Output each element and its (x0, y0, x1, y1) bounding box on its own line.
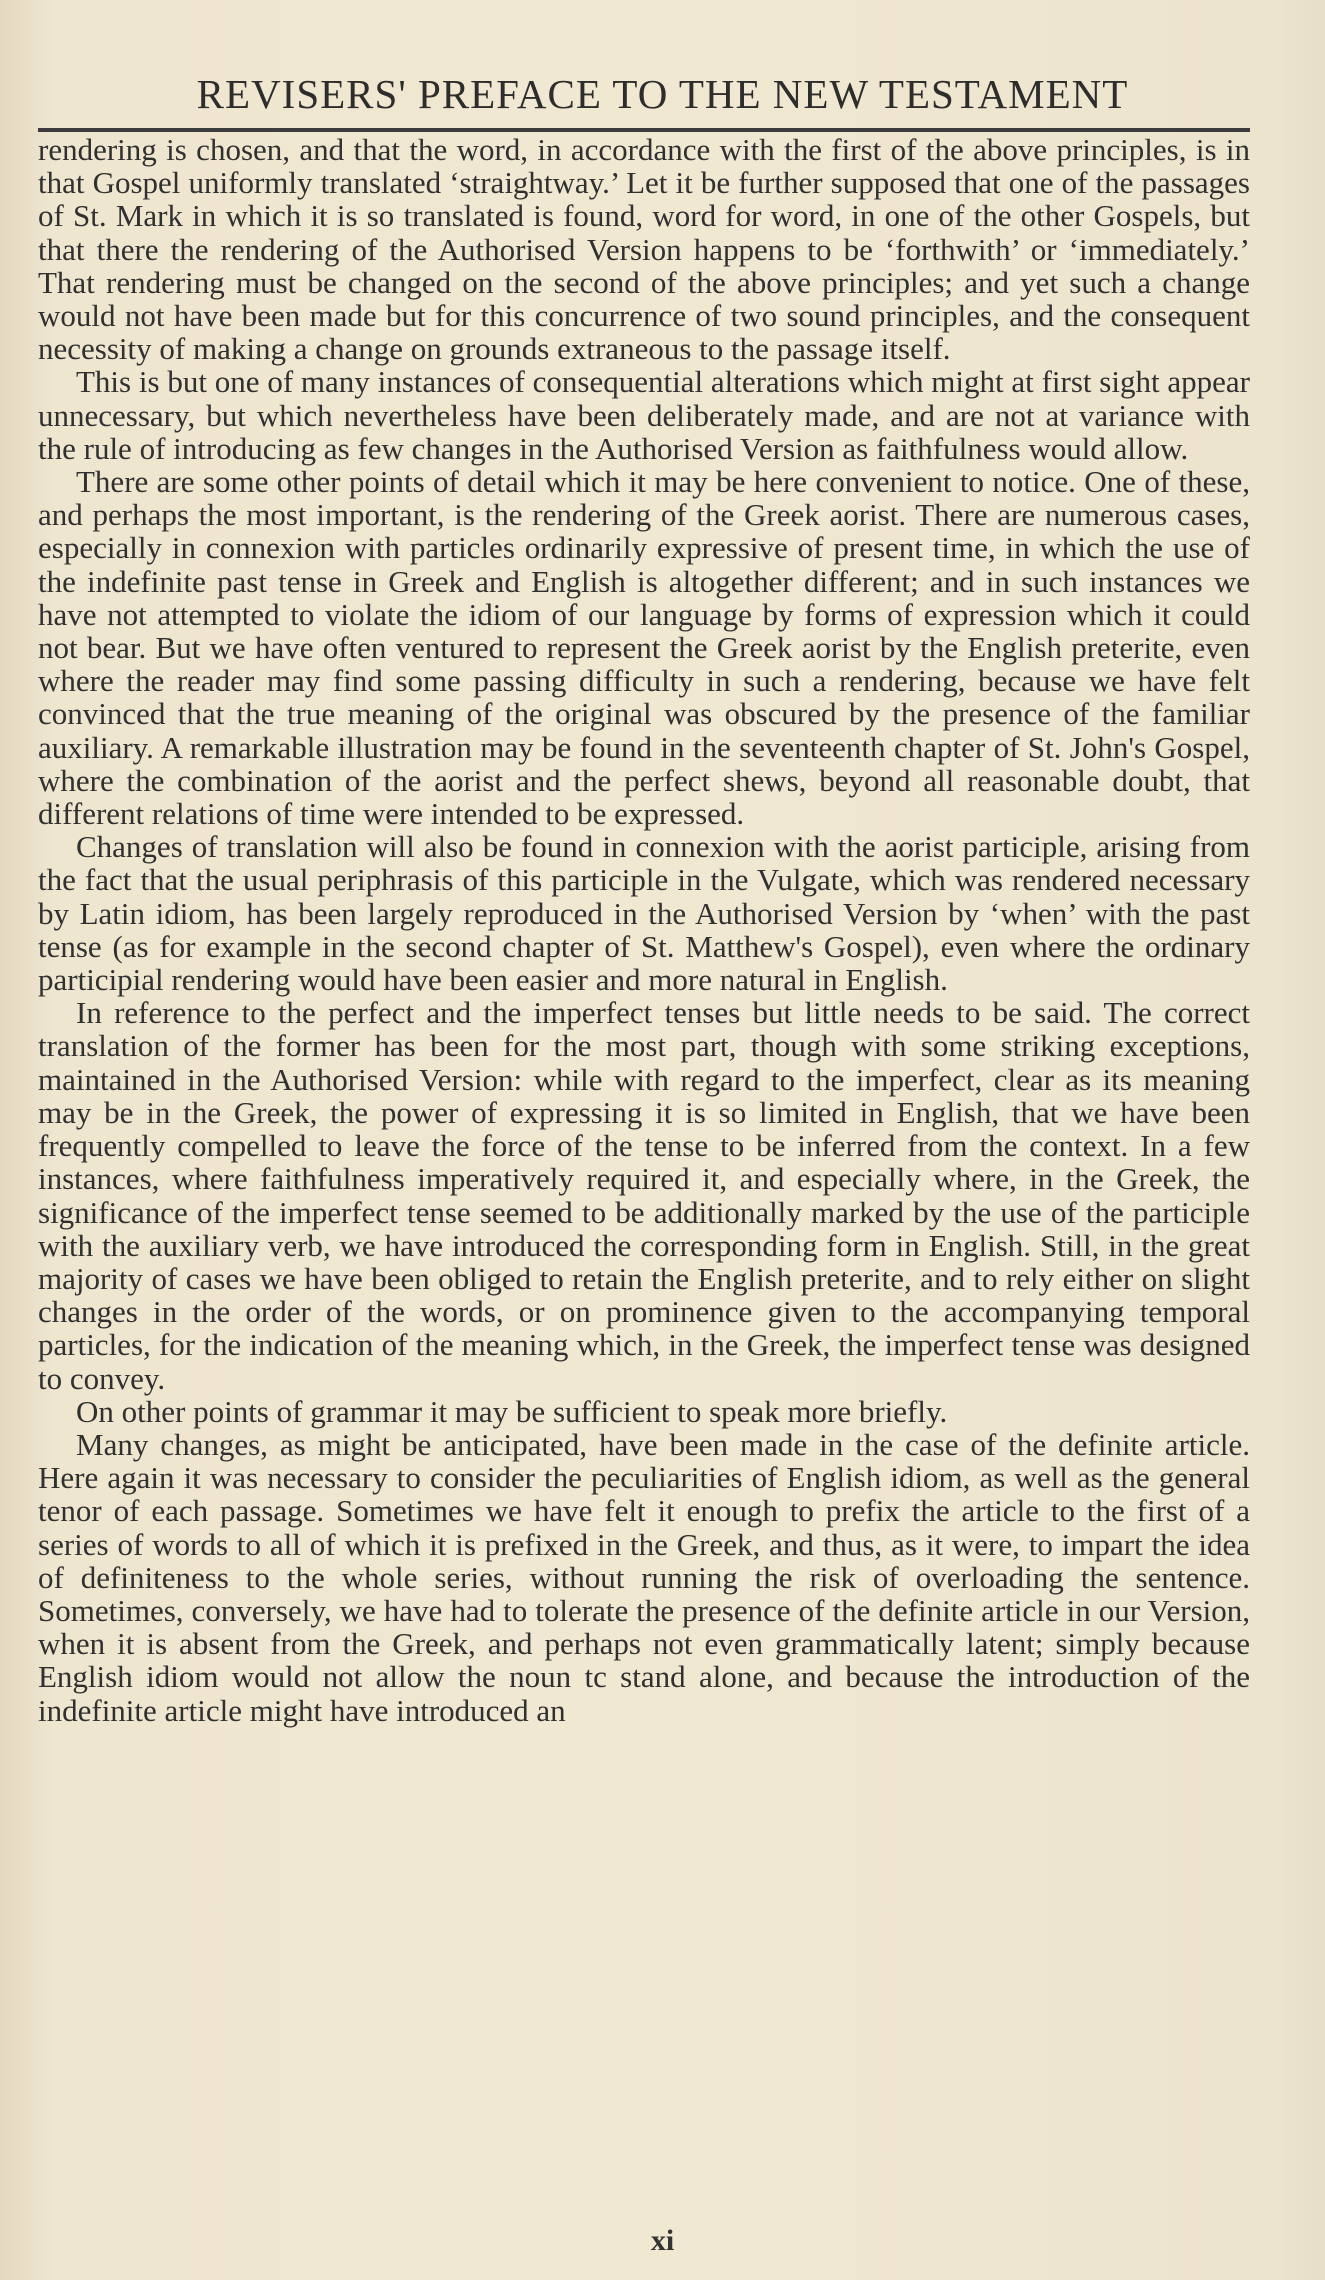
page-number: xi (650, 2224, 675, 2257)
paragraph-greek-aorist: There are some other points of detail which it may be here convenient to notice. One of these, and perhaps the most important, is the rendering of the Greek aorist. There are numerous cases, especially in connexion with particles ordinarily expressive of present time, in which the use of the indefinite past tense in Greek and English is altogether different; and in such instances we have not attempted to violate the idiom of our language by forms of expression which it could not bear. But we have often ventured to represent the Greek aorist by the English preterite, even where the reader may find some passing difficulty in such a rendering, because we have felt convinced that the true meaning of the original was obscured by the presence of the familiar auxiliary. A remarkable illustration may be found in the seventeenth chapter of St. John's Gospel, where the combination of the aorist and the perfect shews, beyond all reasonable doubt, that different relations of time were intended to be expressed. (38, 464, 1250, 832)
paragraph-aorist-participle: Changes of translation will also be found in connexion with the aorist participle, arising from the fact that the usual periphrasis of this participle in the Vulgate, which was rendered necessary by Latin idiom, has been largely reproduced in the Authorised Version by ‘when’ with the past tense (as for example in the second chapter of St. Matthew's Gospel), even where the ordinary participial rendering would have been easier and more natural in English. (38, 829, 1250, 998)
paragraph-consequential-alterations: This is but one of many instances of consequential alterations which might at first sight appear unnecessary, but which nevertheless have been deliberately made, and are not at variance with the rule of introducing as few changes in the Authorised Version as faithfulness would allow. (38, 364, 1250, 466)
paragraph-definite-article: Many changes, as might be anticipated, have been made in the case of the definite article. Here again it was necessary to consider the peculiarities of English idiom, as well as the general tenor of each passage. Sometimes we have felt it enough to prefix the article to the first of a series of words to all of which it is prefixed in the Greek, and thus, as it were, to impart the idea of definiteness to the whole series, without running the risk of overloading the sentence. Sometimes, conversely, we have had to tolerate the presence of the definite article in our Version, when it is absent from the Greek, and perhaps not even grammatically latent; simply because English idiom would not allow the noun tc stand alone, and because the introduction of the indefinite article might have introduced an (38, 1426, 1250, 1728)
running-head: REVISERS' PREFACE TO THE NEW TESTAMENT (196, 71, 1129, 117)
body-text (38, 133, 1250, 1727)
paragraph-other-points: On other points of grammar it may be sufficient to speak more briefly. (76, 1393, 948, 1429)
paragraph-continuation: rendering is chosen, and that the word, in accordance with the first of the above principles, is in that Gospel uniformly translated ‘straightway.’ Let it be further supposed that one of the passages of St. Mark in which it is so translated is found, word for word, in one of the other Gospels, but that there the rendering of the Authorised Version happens to be ‘forthwith’ or ‘immediately.’ That rendering must be changed on the second of the above principles; and yet such a change would not have been made but for this concurrence of two sound principles, and the consequent necessity of making a change on grounds extraneous to the passage itself. (38, 132, 1250, 367)
paragraph-perfect-imperfect: In reference to the perfect and the imperfect tenses but little needs to be said. The correct translation of the former has been for the most part, though with some striking exceptions, maintained in the Authorised Version: while with regard to the imperfect, clear as its meaning may be in the Greek, the power of expressing it is so limited in English, that we have been frequently compelled to leave the force of the tense to be inferred from the context. In a few instances, where faithfulness imperatively required it, and especially where, in the Greek, the significance of the imperfect tense seemed to be additionally marked by the use of the participle with the auxiliary verb, we have introduced the corresponding form in English. Still, in the great majority of cases we have been obliged to retain the English preterite, and to rely either on slight changes in the order of the words, or on prominence given to the accompanying temporal particles, for the indication of the meaning which, in the Greek, the imperfect tense was designed to convey. (38, 995, 1250, 1396)
